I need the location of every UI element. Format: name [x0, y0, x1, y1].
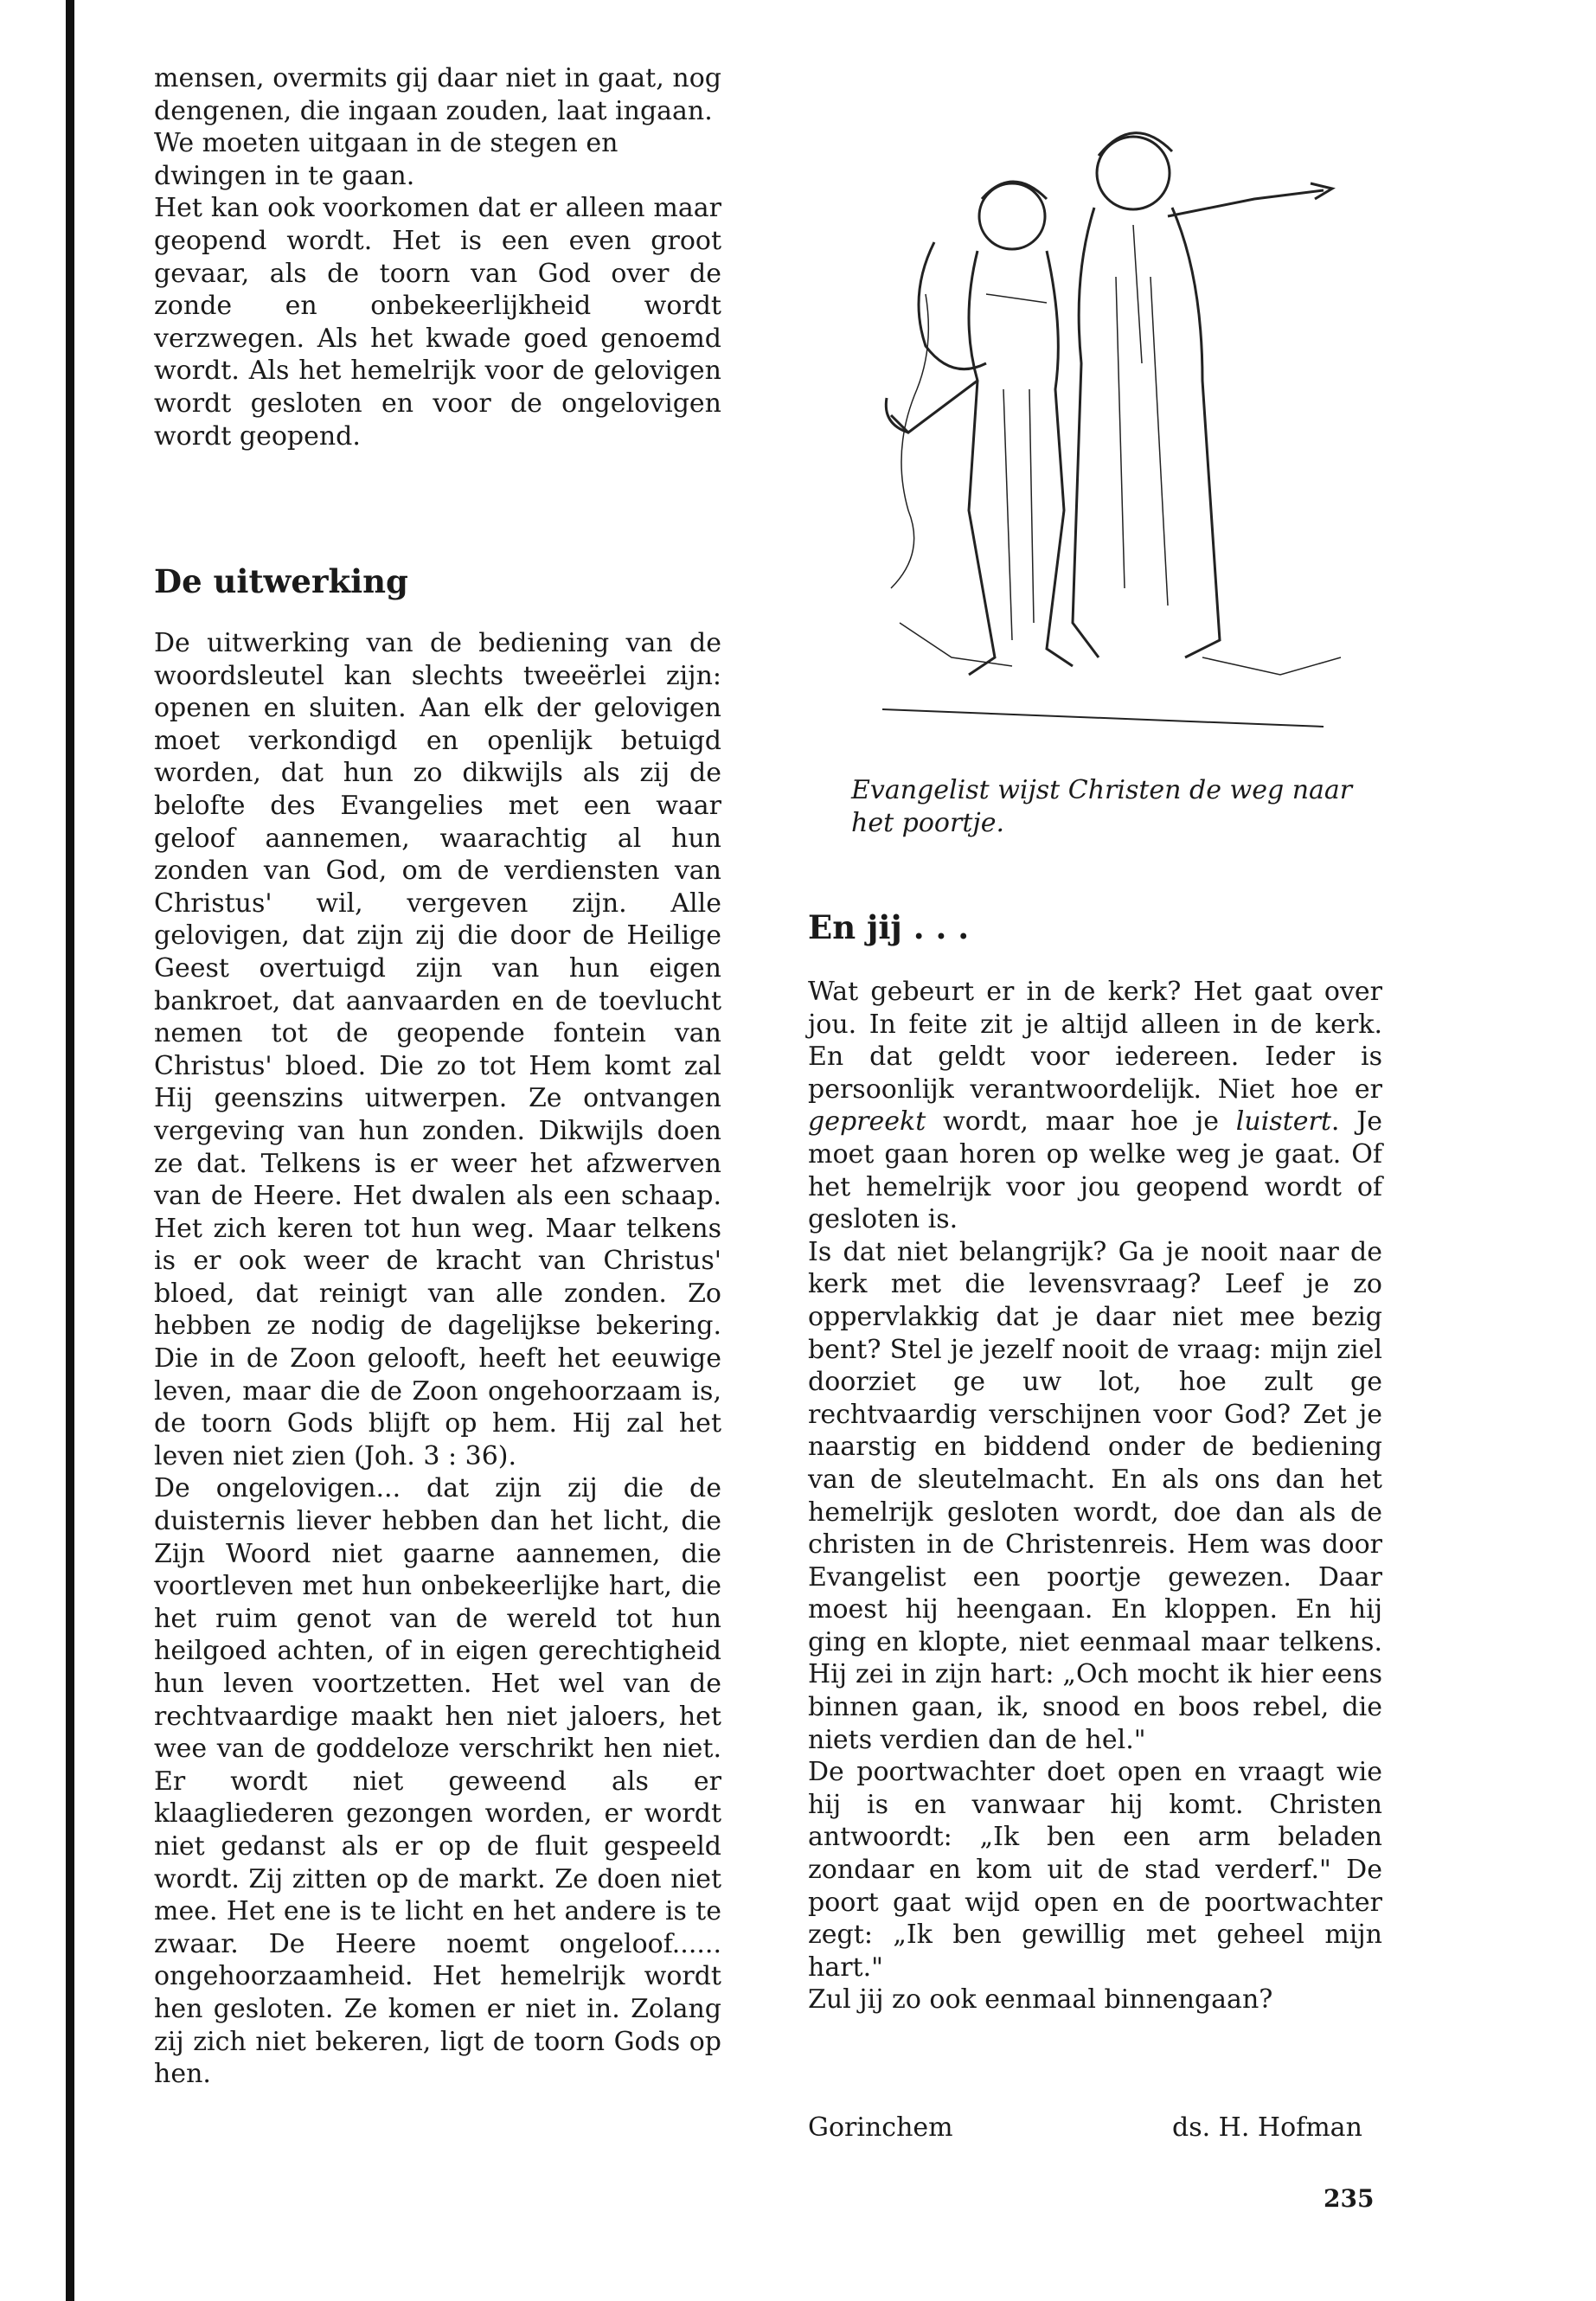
illustration-caption: Evangelist wijst Christen de weg naar het poortje. [851, 775, 1353, 838]
section-heading-uitwerking: De uitwerking [154, 562, 408, 600]
paragraph-2: We moeten uitgaan in de stegen en dwingen in te gaan. [154, 128, 619, 191]
signature-author: ds. H. Hofman [1172, 2112, 1362, 2143]
text-run: . Je moet gaan horen op welke weg je gaat. Of het hemelrijk voor jou geopend wordt of gesloten is. [808, 1106, 1383, 1235]
left-column-body [154, 627, 721, 2091]
binding-edge [66, 0, 74, 2301]
emphasis-gepreekt: gepreekt [808, 1106, 926, 1138]
paragraph-3: Het kan ook voorkomen dat er alleen maar geopend wordt. Het is een even groot gevaar, als de toorn van God over de zonde en onbekeerlijkheid wordt verzwegen. Als het kwade goed genoemd wordt. Als het hemelrijk voor de gelovigen wordt gesloten en voor de ongelovigen wordt geopend. [154, 193, 721, 452]
paragraph-levensvraag: Is dat niet belangrijk? Ga je nooit naar de kerk met die levensvraag? Leef je zo oppervlakkig dat je daar niet mee bezig bent? Stel je jezelf nooit de vraag: mijn ziel doorziet ge uw lot, hoe zult ge rechtvaardig verschijnen voor God? Zet je naarstig en biddend onder de bediening van de sleutelmacht. En als ons dan het hemelrijk gesloten wordt, doe dan als de christen in de Christenreis. Hem was door Evangelist een poortje gewezen. Daar moest hij heengaan. En kloppen. En hij ging en klopte, niet eenmaal maar telkens. Hij zei in zijn hart: „Och mocht ik hier eens binnen gaan, ik, snood en boos rebel, die niets verdien dan de hel." [808, 1236, 1382, 1755]
evangelist-christen-illustration [874, 104, 1358, 744]
paragraph-kerk [808, 976, 1382, 1236]
paragraph-poortwachter: De poortwachter doet open en vraagt wie hij is en vanwaar hij komt. Christen antwoordt: „Ik ben een arm beladen zondaar en kom uit de stad verderf." De poort gaat wijd open en de poortwachter zegt: „Ik ben gewillig met geheel mijn hart." [808, 1757, 1382, 1983]
section-heading-en-jij: En jij . . . [808, 908, 970, 946]
paragraph-intro: mensen, overmits gij daar niet in gaat, nog dengenen, die ingaan zouden, laat ingaan. [154, 63, 721, 126]
paragraph-ongelovigen: De ongelovigen... dat zijn zij die de duisternis liever hebben dan het licht, die Zijn Woord niet gaarne aannemen, die voortleven met hun onbekeerlijke hart, die het ruim genot van de wereld tot hun heilgoed achten, of in eigen gerechtigheid hun leven voortzetten. Het wel van de rechtvaardige maakt hen niet jaloers, het wee van de goddeloze verschrikt hen niet. Er wordt niet geweend als er klaagliederen gezongen worden, er wordt niet gedanst als er op de fluit gespeeld wordt. Zij zitten op de markt. Ze doen niet mee. Het ene is te licht en het andere is te zwaar. De Heere noemt ongeloof...... ongehoorzaamheid. Het hemelrijk wordt hen gesloten. Ze komen er niet in. Zolang zij zich niet bekeren, ligt de toorn Gods op hen. [154, 1473, 721, 2090]
left-column [154, 62, 721, 452]
right-column [808, 976, 1382, 2016]
text-run: wordt, maar hoe je [926, 1106, 1236, 1138]
paragraph-uitwerking: De uitwerking van de bediening van de woordsleutel kan slechts tweeërlei zijn: openen en sluiten. Aan elk der gelovigen moet verkondigd en openlijk betuigd worden, dat hun zo dikwijls als zij de belofte des Evangelies met een waar geloof aannemen, waarachtig al hun zonden van God, om de verdiensten van Christus' wil, vergeven zijn. Alle gelovigen, dat zijn zij die door de Heilige Geest overtuigd zijn van hun eigen bankroet, dat aanvaarden en de toevlucht nemen tot de geopende fontein van Christus' bloed. Die zo tot Hem komt zal Hij geenszins uitwerpen. Ze ontvangen vergeving van hun zonden. Dikwijls doen ze dat. Telkens is er weer het afzwerven van de Heere. Het dwalen als een schaap. Het zich keren tot hun weg. Maar telkens is er ook weer de kracht van Christus' bloed, dat reinigt van alle zonden. Zo hebben ze nodig de dagelijkse bekering. Die in de Zoon gelooft, heeft het eeuwige leven, maar die de Zoon ongehoorzaam is, de toorn Gods blijft op hem. Hij zal het leven niet zien (Joh. 3 : 36). [154, 628, 721, 1471]
text-run: Wat gebeurt er in de kerk? Het gaat over jou. In feite zit je altijd alleen in de kerk. En dat geldt voor iedereen. Ieder is persoonlijk verantwoordelijk. Niet hoe er [808, 977, 1382, 1105]
paragraph-slotvraag: Zul jij zo ook eenmaal binnengaan? [808, 1984, 1273, 2016]
signature-place: Gorinchem [808, 2112, 953, 2143]
page-number: 235 [1324, 2184, 1375, 2213]
emphasis-luistert: luistert [1235, 1106, 1331, 1138]
